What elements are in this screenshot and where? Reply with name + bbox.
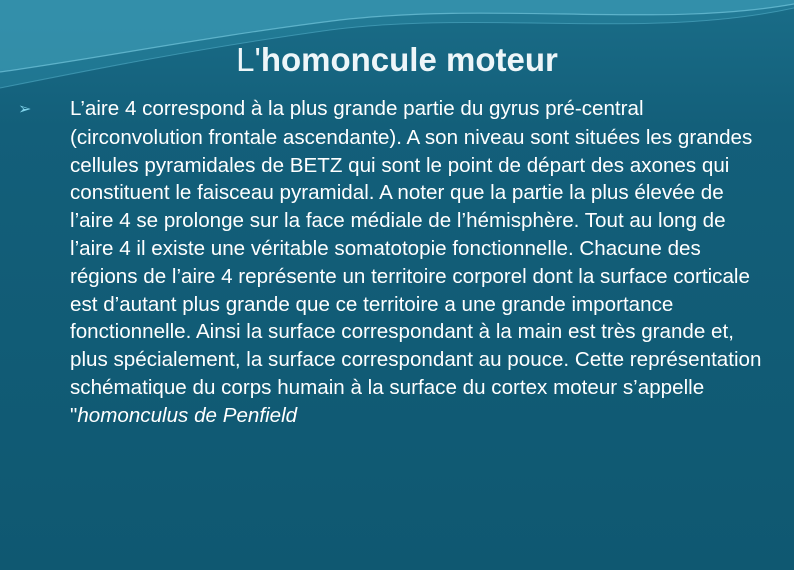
title-prefix: L' [236, 41, 261, 78]
paragraph-text: L’aire 4 correspond à la plus grande partie du gyrus pré-central (circonvolution frontale ascendante). A son niveau sont situées les grandes cellules pyramidales de BETZ qui sont le point de départ des axones qui constituent le faisceau pyramidal. A noter que la partie la plus élevée de l’aire 4 se prolonge sur la face médiale de l’hémisphère. Tout au long de l’aire 4 il existe une véritable somatotopie fonctionnelle. Chacune des régions de l’aire 4 représente un territoire corporel dont la surface corticale est d’autant plus grande que ce territoire a une grande importance fonctionnelle. Ainsi la surface correspondant à la main est très grande et, plus spécialement, la surface correspondant au pouce. Cette représentation schématique du corps humain à la surface du cortex moteur s’appelle " [70, 97, 762, 427]
paragraph [18, 95, 764, 430]
arrow-bullet-icon: ➢ [18, 101, 32, 118]
paragraph-italic-text: homonculus de Penfield [77, 403, 298, 427]
title-main: homoncule moteur [260, 41, 558, 78]
slide-title [0, 40, 794, 80]
body-text [18, 95, 764, 430]
